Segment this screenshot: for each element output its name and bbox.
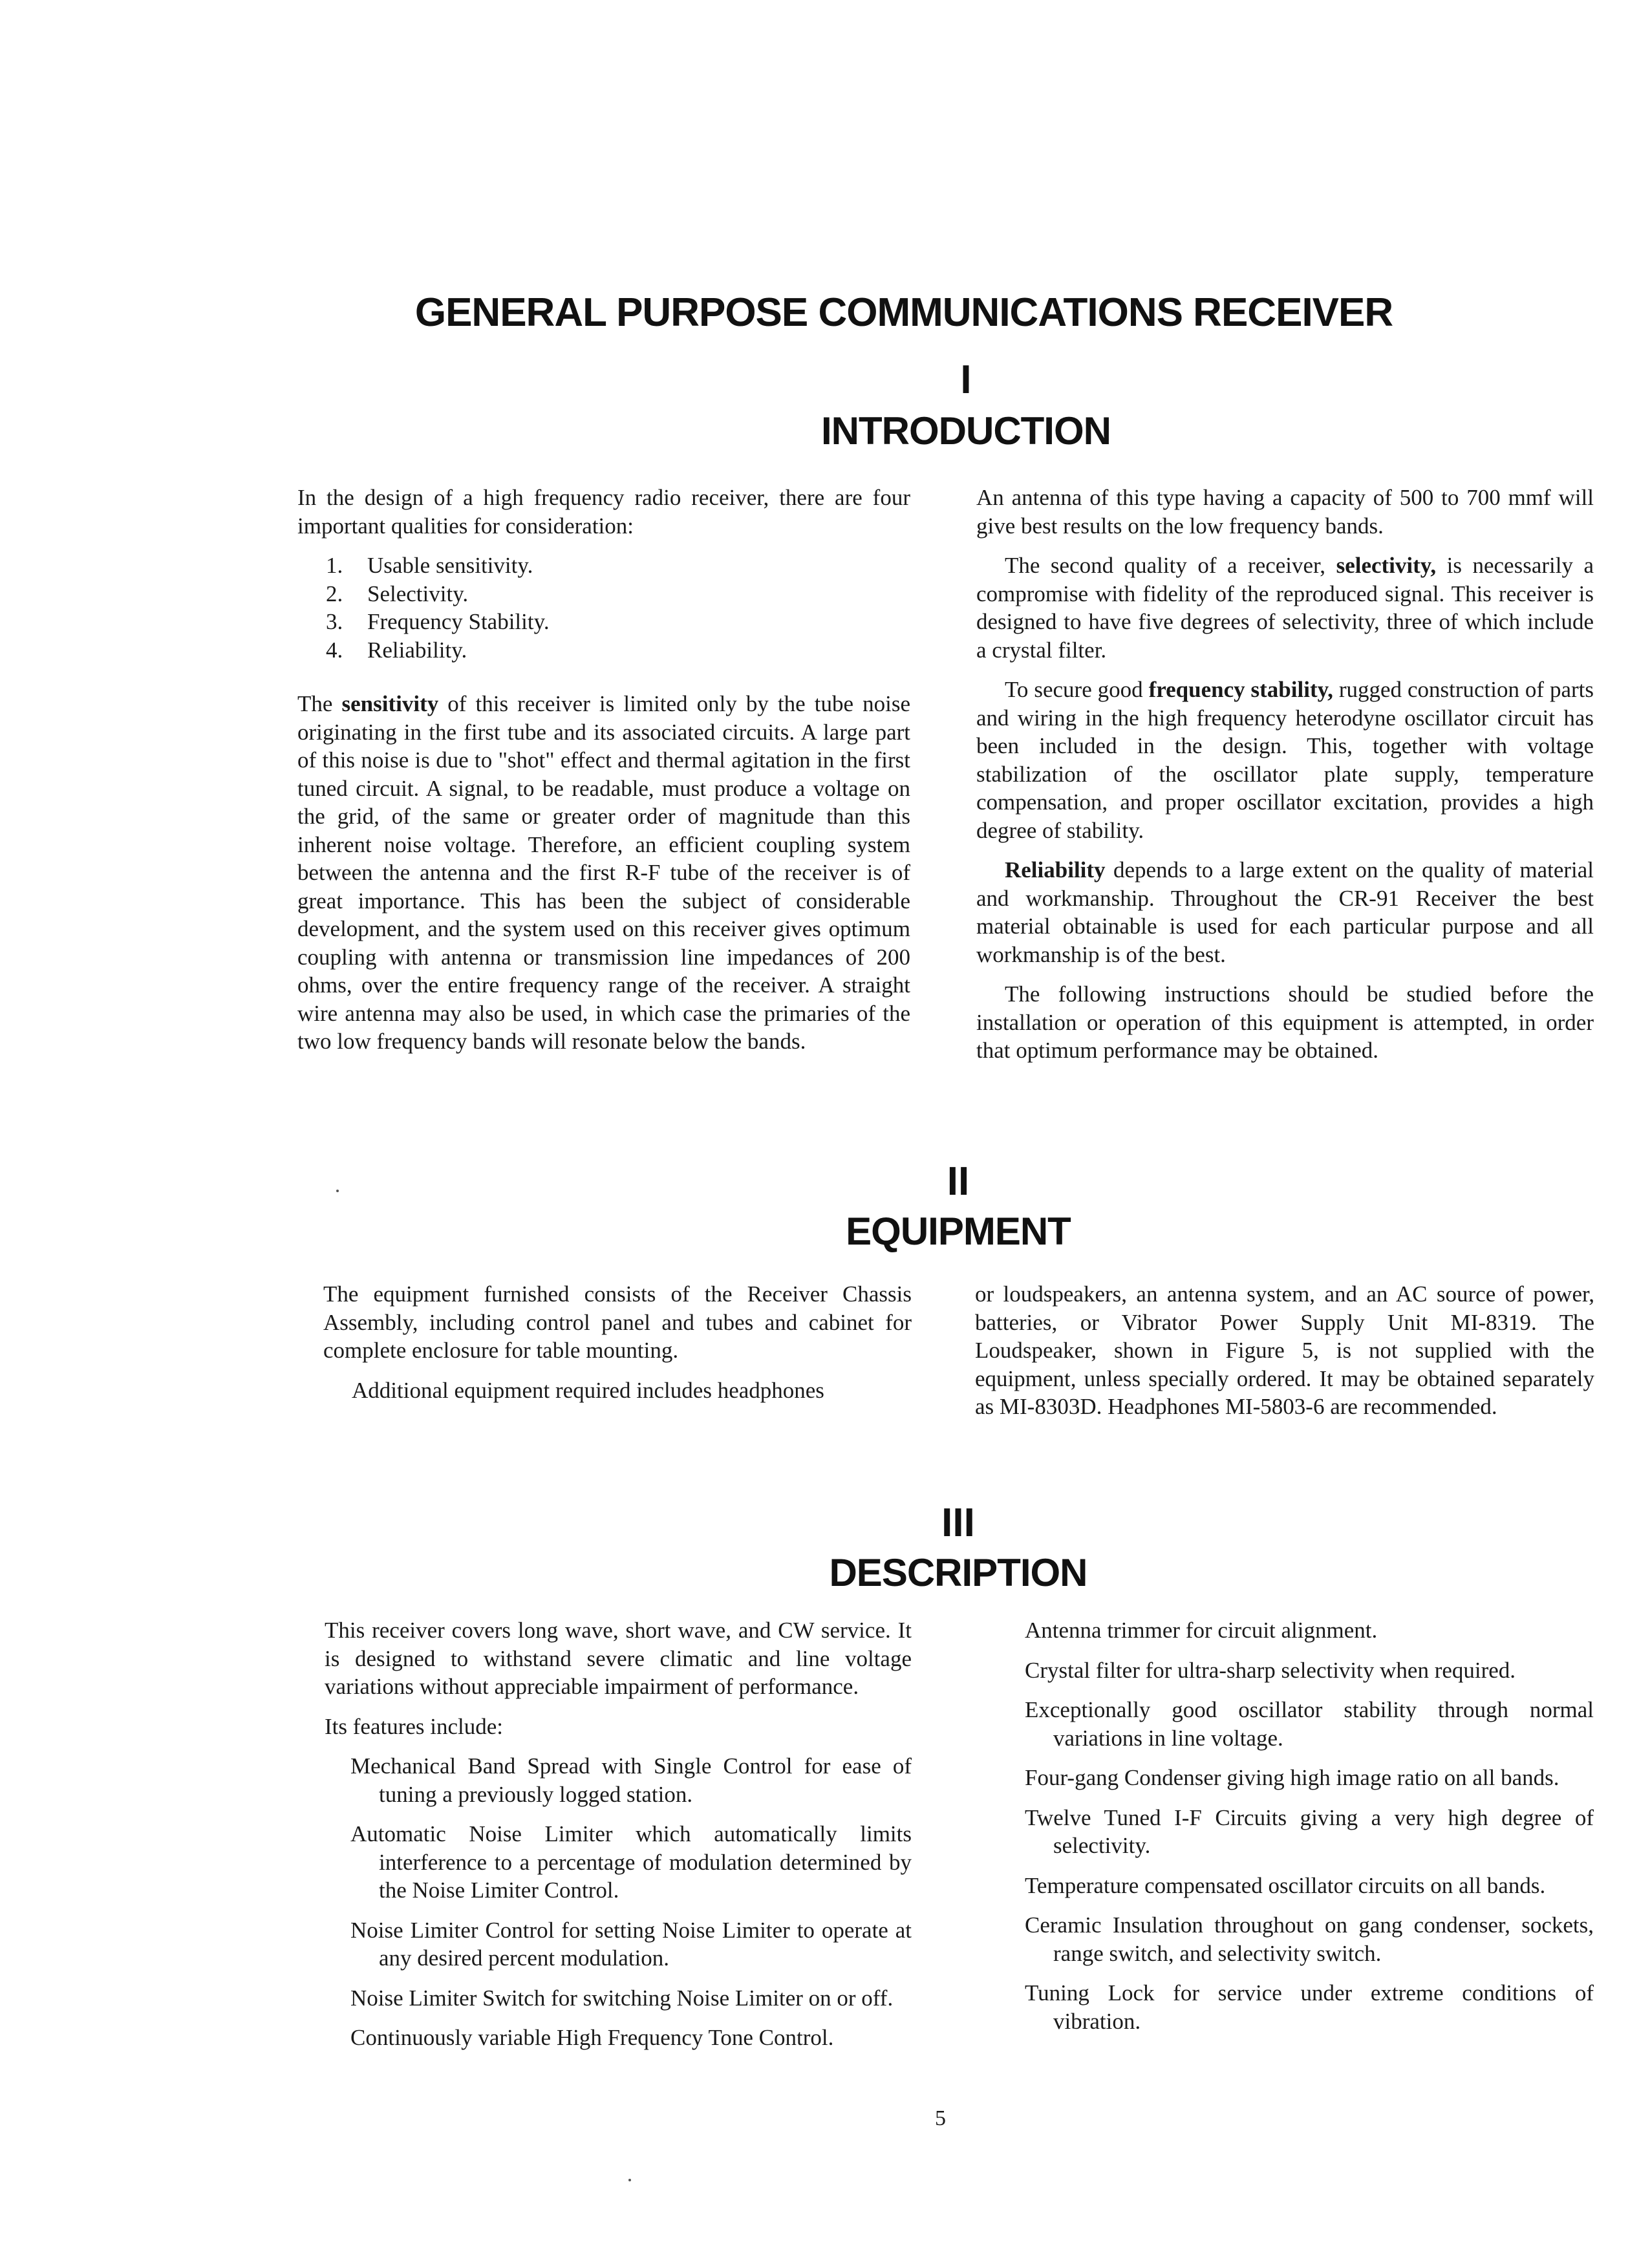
list-item: [297, 608, 910, 636]
term-selectivity: selectivity,: [1336, 553, 1437, 578]
features-list-right: [1025, 1616, 1594, 2035]
section-heading-equipment: EQUIPMENT: [846, 1210, 1071, 1253]
equipment-left-column: [323, 1280, 912, 1416]
features-list-left: [325, 1752, 912, 2052]
feature-item: Ceramic Insulation throughout on gang condenser, sockets, range switch, and selectivity switch.: [1025, 1912, 1594, 1966]
introduction-left-column: [297, 484, 910, 1067]
term-sensitivity: sensitivity: [341, 691, 439, 716]
list-item: [297, 636, 910, 665]
list-text: Frequency Stability.: [367, 609, 550, 634]
equipment-right-column: [975, 1280, 1594, 1433]
equipment-paragraph-3: or loudspeakers, an antenna system, and an AC source of power, batteries, or Vibrator Power Supply Unit MI-8319. The Loudspeaker, shown in Figure 5, is not supplied with the equipment, unless specially ordered. It may be obtained separately as MI-8303D. Headphones MI-5803-6 are recommended.: [975, 1281, 1594, 1419]
page-title: GENERAL PURPOSE COMMUNICATIONS RECEIVER: [414, 290, 1393, 335]
list-text: Usable sensitivity.: [367, 553, 533, 578]
intro-selectivity-paragraph: The second quality of a receiver, selectivity, is necessarily a compromise with fidelity of the reproduced signal. This receiver is designed to have five degrees of selectivity, three of which include a crystal filter.: [976, 553, 1594, 663]
list-text: Selectivity.: [367, 581, 469, 606]
feature-item: Temperature compensated oscillator circuits on all bands.: [1025, 1872, 1546, 1898]
term-reliability: Reliability: [1005, 857, 1106, 883]
feature-item: Noise Limiter Switch for switching Noise Limiter on or off.: [350, 1985, 894, 2011]
section-numeral-description: III: [941, 1501, 975, 1545]
feature-item: Mechanical Band Spread with Single Control for ease of tuning a previously logged station.: [350, 1753, 912, 1807]
intro-antenna-paragraph: An antenna of this type having a capacity of 500 to 700 mmf will give best results on the low frequency bands.: [976, 485, 1594, 539]
list-number: 3.: [326, 609, 343, 634]
section-heading-introduction: INTRODUCTION: [821, 409, 1111, 453]
qualities-list: [297, 551, 910, 664]
list-number: 4.: [326, 637, 343, 663]
feature-item: Noise Limiter Control for setting Noise Limiter to operate at any desired percent modulation.: [350, 1917, 912, 1971]
intro-sensitivity-paragraph: The sensitivity of this receiver is limited only by the tube noise originating in the first tube and its associated circuits. A large part of this noise is due to "shot" effect and thermal agitation in the first tuned circuit. A signal, to be readable, must produce a voltage on the grid, of the same or greater order of magnitude than this inherent noise voltage. Therefore, an efficient coupling system between the antenna and the first R-F tube of the receiver is of great importance. This has been the subject of considerable development, and the system used on this receiver gives optimum coupling with antenna or transmission line impedances of 200 ohms, over the entire frequency range of the receiver. A straight wire antenna may also be used, in which case the primaries of the two low frequency bands will resonate below the bands.: [297, 691, 910, 1054]
feature-item: Four-gang Condenser giving high image ratio on all bands.: [1025, 1765, 1559, 1790]
introduction-right-column: [976, 484, 1594, 1076]
list-item: [297, 551, 910, 580]
section-numeral-introduction: I: [960, 358, 972, 402]
term-frequency-stability: frequency stability,: [1148, 677, 1333, 702]
page-number: 5: [935, 2106, 946, 2130]
list-text: Reliability.: [367, 637, 467, 663]
intro-reliability-paragraph: Reliability depends to a large extent on the quality of material and workmanship. Throughout the CR-91 Receiver the best material obtainable is used for each particular purpose and all workmanship is of the best.: [976, 857, 1594, 967]
section-numeral-equipment: II: [947, 1159, 970, 1204]
intro-instructions-paragraph: The following instructions should be studied before the installation or operation of this equipment is attempted, in order that optimum performance may be obtained.: [976, 981, 1594, 1063]
feature-item: Tuning Lock for service under extreme conditions of vibration.: [1025, 1980, 1594, 2034]
feature-item: Exceptionally good oscillator stability through normal variations in line voltage.: [1025, 1697, 1594, 1751]
intro-paragraph-1: In the design of a high frequency radio receiver, there are four important qualities for consideration:: [297, 485, 910, 539]
list-number: 2.: [326, 581, 343, 606]
equipment-paragraph-1: The equipment furnished consists of the Receiver Chassis Assembly, including control panel and tubes and cabinet for complete enclosure for table mounting.: [323, 1281, 912, 1363]
feature-item: Antenna trimmer for circuit alignment.: [1025, 1618, 1378, 1643]
scan-speck: [628, 2179, 631, 2181]
list-item: [297, 580, 910, 608]
intro-stability-paragraph: To secure good frequency stability, rugged construction of parts and wiring in the high frequency heterodyne oscillator circuit has been included in the design. This, together with voltage stabilization of the oscillator plate supply, temperature compensation, and proper oscillator excitation, provides a high degree of stability.: [976, 677, 1594, 843]
feature-item: Twelve Tuned I-F Circuits giving a very high degree of selectivity.: [1025, 1804, 1594, 1858]
feature-item: Crystal filter for ultra-sharp selectivity when required.: [1025, 1657, 1516, 1683]
feature-item: Automatic Noise Limiter which automatically limits interference to a percentage of modulation determined by the Noise Limiter Control.: [350, 1821, 912, 1903]
scan-speck: [336, 1190, 339, 1192]
list-number: 1.: [326, 553, 343, 578]
description-right-column: [1025, 1616, 1594, 2047]
feature-item: Continuously variable High Frequency Tone Control.: [350, 2025, 834, 2050]
equipment-paragraph-2: Additional equipment required includes headphones: [352, 1377, 824, 1403]
description-left-column: [325, 1616, 912, 2064]
section-heading-description: DESCRIPTION: [829, 1551, 1088, 1594]
description-paragraph-1: This receiver covers long wave, short wave, and CW service. It is designed to withstand severe climatic and line voltage variations without appreciable impairment of performance.: [325, 1618, 912, 1699]
features-lead: Its features include:: [325, 1713, 504, 1739]
